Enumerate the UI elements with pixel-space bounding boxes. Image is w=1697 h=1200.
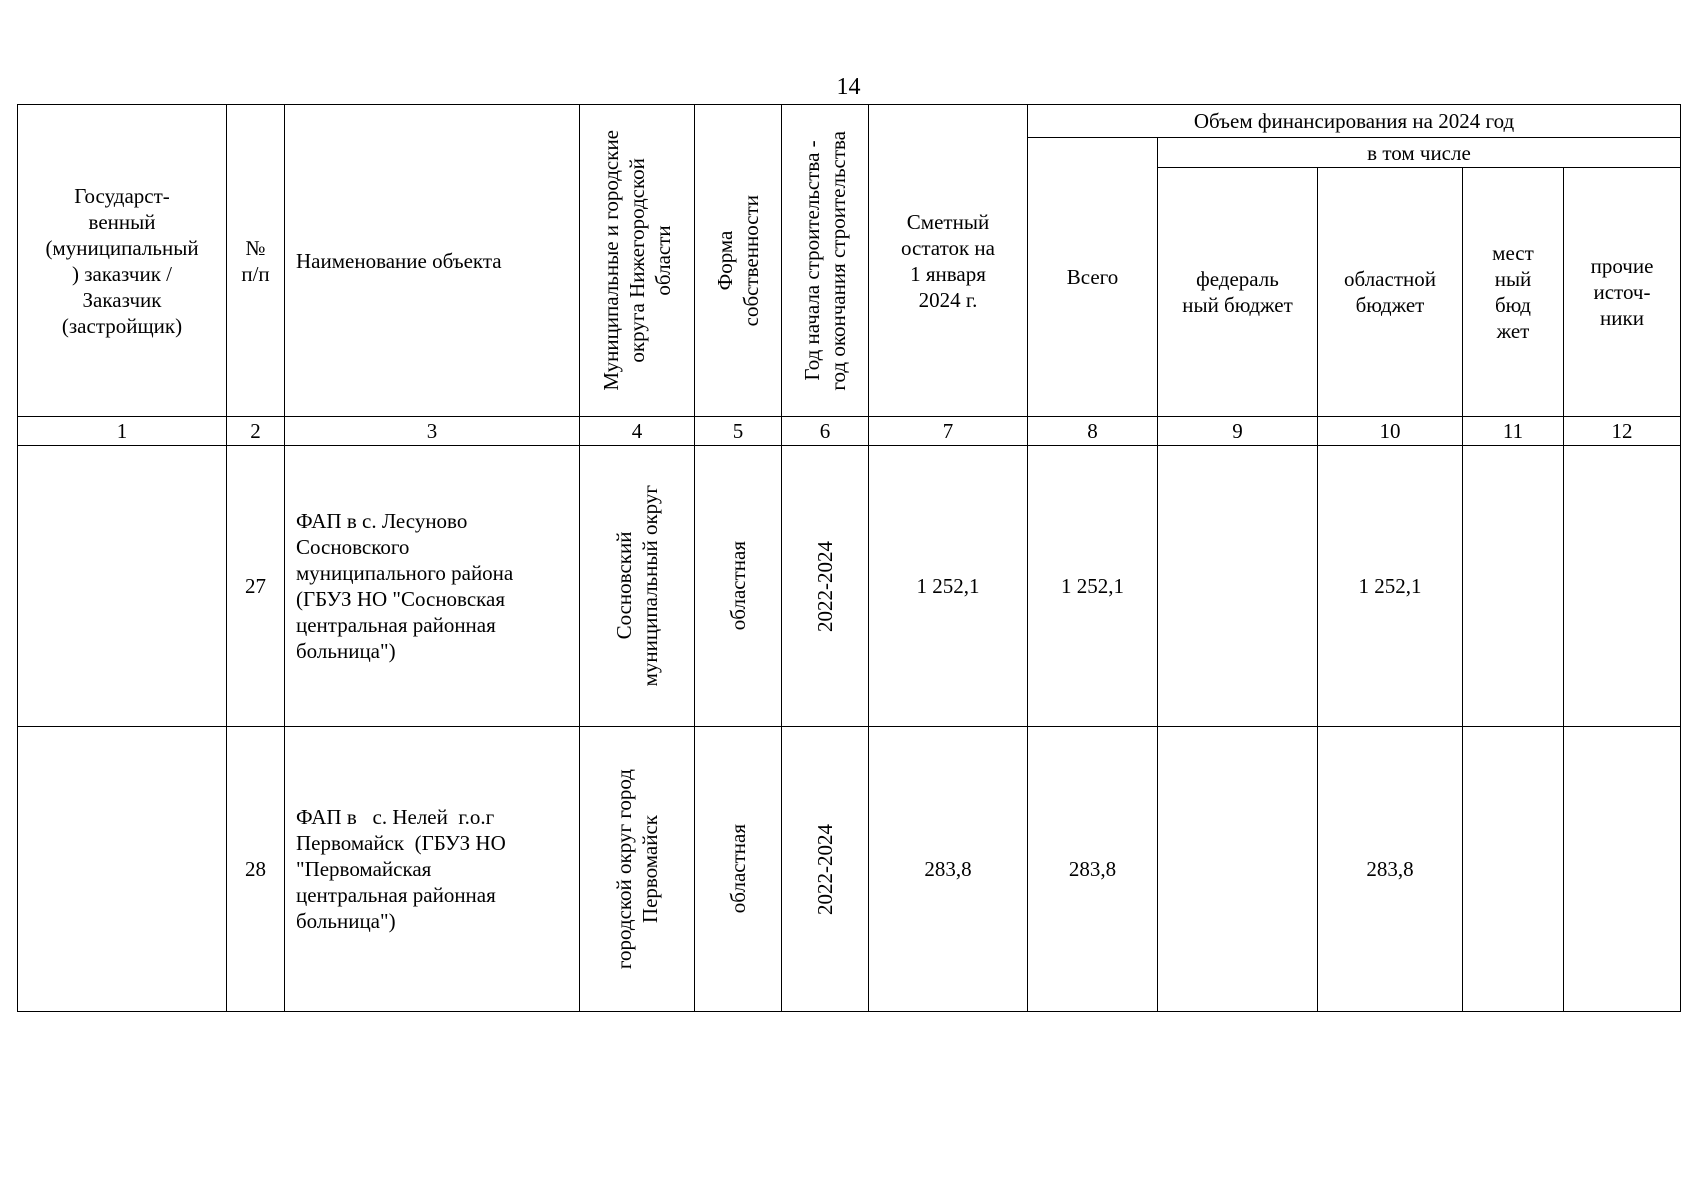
row-customer bbox=[18, 727, 227, 1012]
header-regional: областной бюджет bbox=[1318, 168, 1463, 417]
column-number: 4 bbox=[580, 417, 695, 446]
row-num: 28 bbox=[227, 727, 285, 1012]
row-object-name: ФАП в с. Лесуново Сосновского муниципального района (ГБУЗ НО "Сосновская центральная районная больница") bbox=[285, 446, 580, 727]
header-remainder: Сметный остаток на 1 января 2024 г. bbox=[869, 105, 1028, 417]
row-federal bbox=[1158, 727, 1318, 1012]
financing-table bbox=[17, 104, 1681, 1012]
page-number: 14 bbox=[836, 74, 861, 100]
column-number: 6 bbox=[782, 417, 869, 446]
header-object-name: Наименование объекта bbox=[285, 105, 580, 417]
column-number: 10 bbox=[1318, 417, 1463, 446]
header-num: № п/п bbox=[227, 105, 285, 417]
row-years: 2022-2024 bbox=[782, 446, 869, 727]
table-row bbox=[18, 727, 1681, 1012]
row-object-name: ФАП в с. Нелей г.о.г Первомайск (ГБУЗ НО "Первомайская центральная районная больница") bbox=[285, 727, 580, 1012]
row-total: 283,8 bbox=[1028, 727, 1158, 1012]
row-customer bbox=[18, 446, 227, 727]
row-municipal: городской округ город Первомайск bbox=[580, 727, 695, 1012]
row-years: 2022-2024 bbox=[782, 727, 869, 1012]
row-municipal: Сосновский муниципальный округ bbox=[580, 446, 695, 727]
header-row-1 bbox=[18, 105, 1681, 138]
header-other: прочие источ- ники bbox=[1564, 168, 1681, 417]
header-ownership: Форма собственности bbox=[695, 105, 782, 417]
row-regional: 283,8 bbox=[1318, 727, 1463, 1012]
header-local: мест ный бюд жет bbox=[1463, 168, 1564, 417]
row-federal bbox=[1158, 446, 1318, 727]
column-number: 2 bbox=[227, 417, 285, 446]
column-number-row bbox=[18, 417, 1681, 446]
row-ownership: областная bbox=[695, 727, 782, 1012]
header-including: в том числе bbox=[1158, 138, 1681, 168]
column-number: 3 bbox=[285, 417, 580, 446]
row-num: 27 bbox=[227, 446, 285, 727]
header-customer: Государст- венный (муниципальный ) заказчик / Заказчик (застройщик) bbox=[18, 105, 227, 417]
header-financing: Объем финансирования на 2024 год bbox=[1028, 105, 1681, 138]
header-years: Год начала строительства - год окончания строительства bbox=[782, 105, 869, 417]
header-municipal: Муниципальные и городские округа Нижегородской области bbox=[580, 105, 695, 417]
row-ownership: областная bbox=[695, 446, 782, 727]
row-regional: 1 252,1 bbox=[1318, 446, 1463, 727]
row-local bbox=[1463, 727, 1564, 1012]
row-local bbox=[1463, 446, 1564, 727]
column-number: 8 bbox=[1028, 417, 1158, 446]
row-total: 1 252,1 bbox=[1028, 446, 1158, 727]
row-other bbox=[1564, 446, 1681, 727]
column-number: 11 bbox=[1463, 417, 1564, 446]
column-number: 9 bbox=[1158, 417, 1318, 446]
header-total: Всего bbox=[1028, 138, 1158, 417]
column-number: 7 bbox=[869, 417, 1028, 446]
column-number: 12 bbox=[1564, 417, 1681, 446]
row-remainder: 1 252,1 bbox=[869, 446, 1028, 727]
column-number: 1 bbox=[18, 417, 227, 446]
column-number: 5 bbox=[695, 417, 782, 446]
header-federal: федераль ный бюджет bbox=[1158, 168, 1318, 417]
row-remainder: 283,8 bbox=[869, 727, 1028, 1012]
table-row bbox=[18, 446, 1681, 727]
row-other bbox=[1564, 727, 1681, 1012]
